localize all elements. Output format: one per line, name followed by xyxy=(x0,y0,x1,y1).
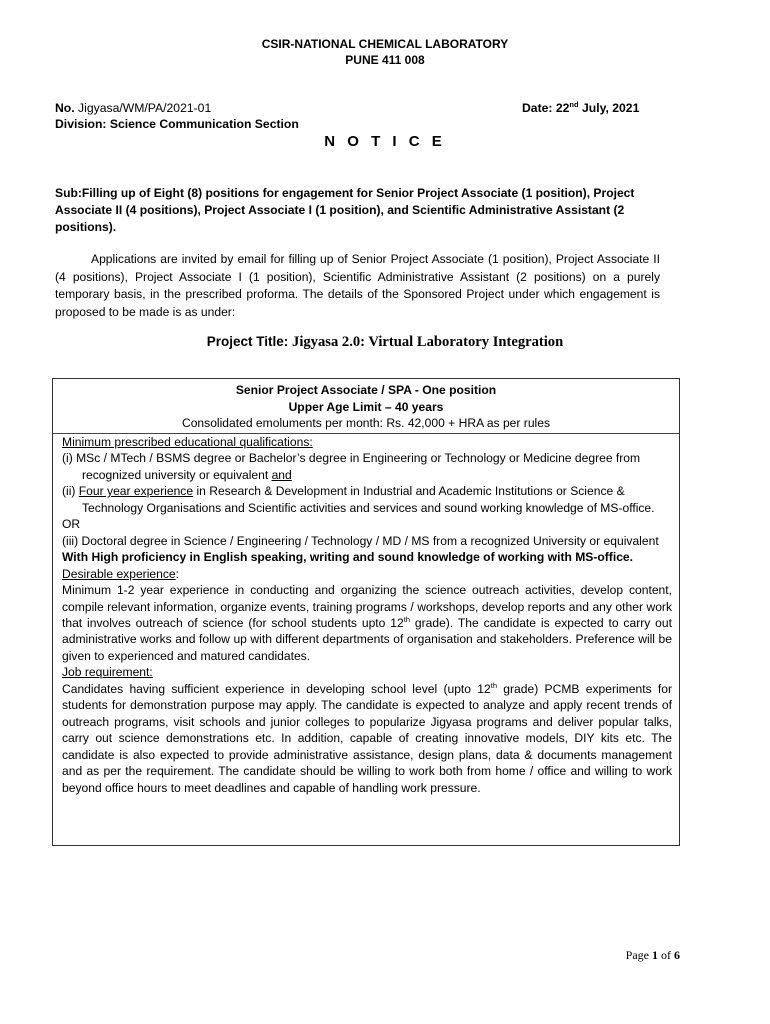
age-limit: Upper Age Limit – 40 years xyxy=(288,399,444,414)
page-number: Page 1 of 6 xyxy=(625,948,680,962)
current-page: 1 xyxy=(652,948,658,962)
job-requirement-heading: Job requirement: xyxy=(62,665,153,680)
position-details-box xyxy=(52,378,680,846)
job-requirement-text: Candidates having sufficient experience in developing school level (upto 12th grade) PCMB experiments for students for demonstration purpose may apply. The candidate is expected to analyze and apply recent trends of outreach programs, visit schools and junior colleges to popularize Jigyasa programs and deliver popular talks, carry out science demonstrations etc. In addition, capable of creating innovative models, DIY kits etc. The candidate is also expected to provide administrative assistance, design plans, data & documents management and as per the requirement. The candidate should be willing to work both from home / office and willing to work beyond office hours to meet deadlines and capable of handling work pressure. xyxy=(62,680,673,795)
institution-name: CSIR-NATIONAL CHEMICAL LABORATORY xyxy=(261,37,509,51)
reference-number-value: Jigyasa/WM/PA/2021-01 xyxy=(74,101,212,115)
proficiency-requirement: With High proficiency in English speaking, writing and sound knowledge of working with MS-office. xyxy=(62,550,634,565)
intro-paragraph xyxy=(55,251,660,321)
qualification-ii: (ii) Four year experience in Research & Development in Industrial and Academic Institutions or Science & Technology Organisations and Scientific activities and services and sound working knowledge of MS-office. xyxy=(62,484,655,515)
institution-address: PUNE 411 008 xyxy=(345,53,425,67)
division-value: Science Communication Section xyxy=(106,117,299,131)
emoluments: Consolidated emoluments per month: Rs. 42,000 + HRA as per rules xyxy=(181,416,551,430)
notice-date xyxy=(522,101,639,115)
and-conjunction: and xyxy=(271,467,292,482)
position-header xyxy=(53,379,679,434)
project-title-value: Jigyasa 2.0: Virtual Laboratory Integration xyxy=(292,334,564,350)
desirable-heading: Desirable experience: xyxy=(62,566,179,581)
date-suffix: July, 2021 xyxy=(578,101,640,115)
reference-number-label: No. xyxy=(55,101,75,115)
qualification-iii: (iii) Doctoral degree in Science / Engineering / Technology / MD / MS from a recognized University or equivalent xyxy=(62,533,659,548)
subject-line: Sub:Filling up of Eight (8) positions for engagement for Senior Project Associate (1 position), Project Associate II (4 positions), Project Associate I (1 position), and Scientific Administrative Assistant (2 positions). xyxy=(55,186,635,234)
qualification-i: (i) MSc / MTech / BSMS degree or Bachelor’s degree in Engineering or Technology or Medicine degree from recognized university or equivalent and xyxy=(62,451,641,482)
desirable-text: Minimum 1-2 year experience in conducting and organizing the science outreach activities, develop content, compile relevant information, organize events, training programs / workshops, develop reports and any other work that involves outreach of science (for school students upto 12th grade). The candidate is expected to carry out administrative works and follow up with different departments of organisation and stakeholders. Preference will be given to experienced and matured candidates. xyxy=(62,583,672,663)
project-title-label: Project Title: xyxy=(206,334,293,349)
division-label: Division: xyxy=(55,117,107,131)
or-separator: OR xyxy=(62,517,81,532)
four-year-experience: Four year experience xyxy=(78,484,194,499)
qualifications-heading: Minimum prescribed educational qualifications: xyxy=(62,435,313,449)
division xyxy=(55,117,299,131)
intro-text: Applications are invited by email for filling up of Senior Project Associate (1 position), Project Associate II (4 positions), Project Associate I (1 position), Scientific Administrative Assistant (2 positions) on a purely temporary basis, in the prescribed proforma. The details of the Sponsored Project under which engagement is proposed to be made is as under: xyxy=(55,252,660,319)
position-title: Senior Project Associate / SPA - One position xyxy=(235,383,497,397)
notice-heading: N O T I C E xyxy=(324,133,446,150)
date-superscript: nd xyxy=(569,99,579,109)
position-body xyxy=(62,434,672,796)
project-title xyxy=(0,334,770,351)
date-prefix: Date: 22 xyxy=(522,101,570,115)
reference-number xyxy=(55,101,211,115)
total-pages: 6 xyxy=(674,948,680,962)
